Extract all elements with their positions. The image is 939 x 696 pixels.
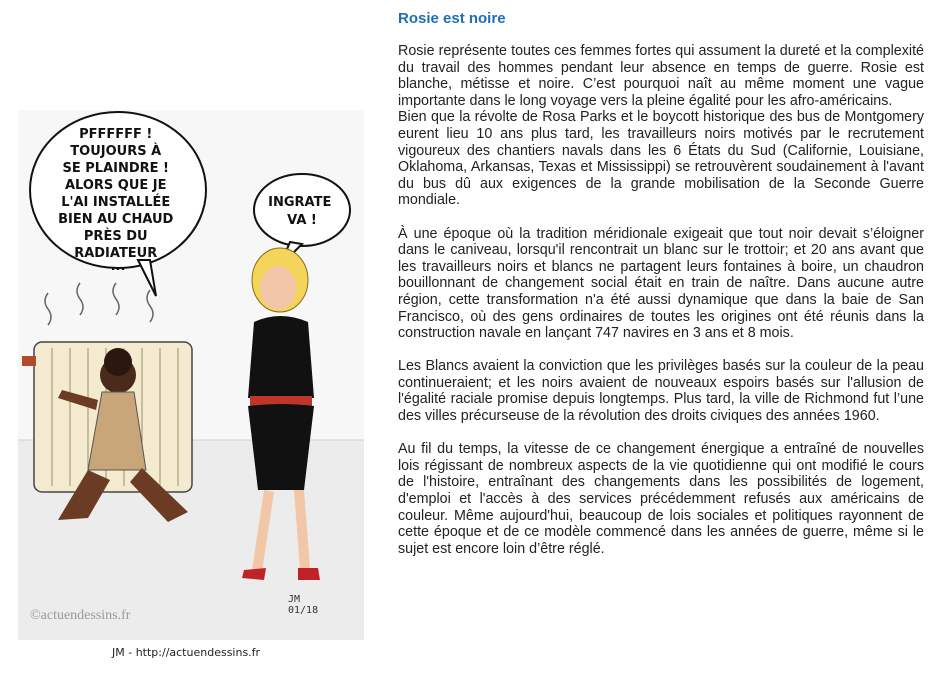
article-paragraph: Au fil du temps, la vitesse de ce changement énergique a entraîné de nouvelles lois régissant de nombreux aspects de la vie quotidienne qui ont modifié le cours de l'histoire, entraînant des changements dans les possibilités de logement, d'emploi et l'accès à des services précédemment refusés aux américains de couleur. Même aujourd'hui, beaucoup de lois sociales et politiques rayonnent de cette époque et de ce modèle commencé dans les années de guerre, même si le sujet est encore loin d’être réglé. bbox=[398, 441, 924, 557]
signature-date: 01/18 bbox=[288, 605, 319, 616]
signature-name: JM bbox=[288, 594, 301, 605]
cartoon-watermark: ©actuendessins.fr bbox=[30, 608, 131, 623]
article-title: Rosie est noire bbox=[398, 10, 506, 27]
cartoon-drawing bbox=[18, 110, 364, 640]
speech-left-line: TOUJOURS À bbox=[70, 144, 162, 159]
svg-text:PFFFFFF ! TOUJOURS À bbox=[58, 127, 178, 274]
speech-left-line: BIEN AU CHAUD bbox=[58, 212, 174, 227]
article-paragraph: À une époque où la tradition méridionale exigeait que tout noir devait s’éloigner dans le caniveau, lorsqu'il rencontrait un blanc sur le trottoir; et 20 ans avant que les travailleurs noirs et blancs ne partagent leurs fontaines à boire, un chaudron bouillonnant de changement social était en train de naître. Dans aucune autre région, cette transformation n'a été aussi dynamique que dans la baie de San Francisco, où des gens ordinaires de toutes les origines ont été réunis dans la construction navale en lançant 747 navires en 3 ans et 8 mois. bbox=[398, 225, 924, 342]
article-paragraph: Les Blancs avaient la conviction que les privilèges basés sur la couleur de la peau continueraient; et les noirs avaient de nouveaux espoirs basés sur l'allusion de l'égalité raciale promise depuis longtemps. Plus tard, la ville de Richmond fut l’une des villes précurseuse de la révolution des droits civiques des années 1960. bbox=[398, 358, 924, 425]
article-paragraph: Bien que la révolte de Rosa Parks et le boycott historique des bus de Montgomery eurent lieu 10 ans plus tard, les travailleurs noirs motivés par le recrutement vigoureux des chantiers navals dans les 6 États du Sud (Californie, Louisiane, Oklahoma, Arkansas, Texas et Mississippi) se retrouvèrent soudainement à l'avant du bus dû aux exigences de la grande mobilisation de la Seconde Guerre mondiale. bbox=[398, 109, 924, 209]
speech-left-line: ... bbox=[110, 259, 126, 274]
speech-bubble-left bbox=[30, 112, 206, 296]
heat-waves bbox=[45, 283, 153, 325]
cartoon-illustration bbox=[18, 110, 364, 640]
speech-left-line: PRÈS DU bbox=[83, 229, 148, 244]
speech-left-line: RADIATEUR bbox=[74, 246, 158, 261]
speech-left-line: PFFFFFF ! bbox=[79, 127, 153, 142]
speech-right-line: VA ! bbox=[287, 213, 317, 228]
article bbox=[398, 10, 924, 557]
speech-right-line: INGRATE bbox=[268, 195, 332, 210]
image-caption: JM - http://actuendessins.fr bbox=[112, 646, 261, 659]
speech-left-line: ALORS QUE JE bbox=[64, 178, 167, 193]
cartoon-signature bbox=[288, 594, 318, 616]
speech-left-line: L'AI INSTALLÉE bbox=[61, 195, 171, 210]
speech-left-line: SE PLAINDRE ! bbox=[62, 161, 169, 176]
article-paragraph: Rosie représente toutes ces femmes fortes qui assument la dureté et la complexité du travail des hommes pendant leur absence en temps de guerre. Rosie est blanche, métisse et noire. C’est pourquoi naît au même moment une vague importante dans le long voyage vers la pleine égalité pour les afro-américains. bbox=[398, 43, 924, 109]
